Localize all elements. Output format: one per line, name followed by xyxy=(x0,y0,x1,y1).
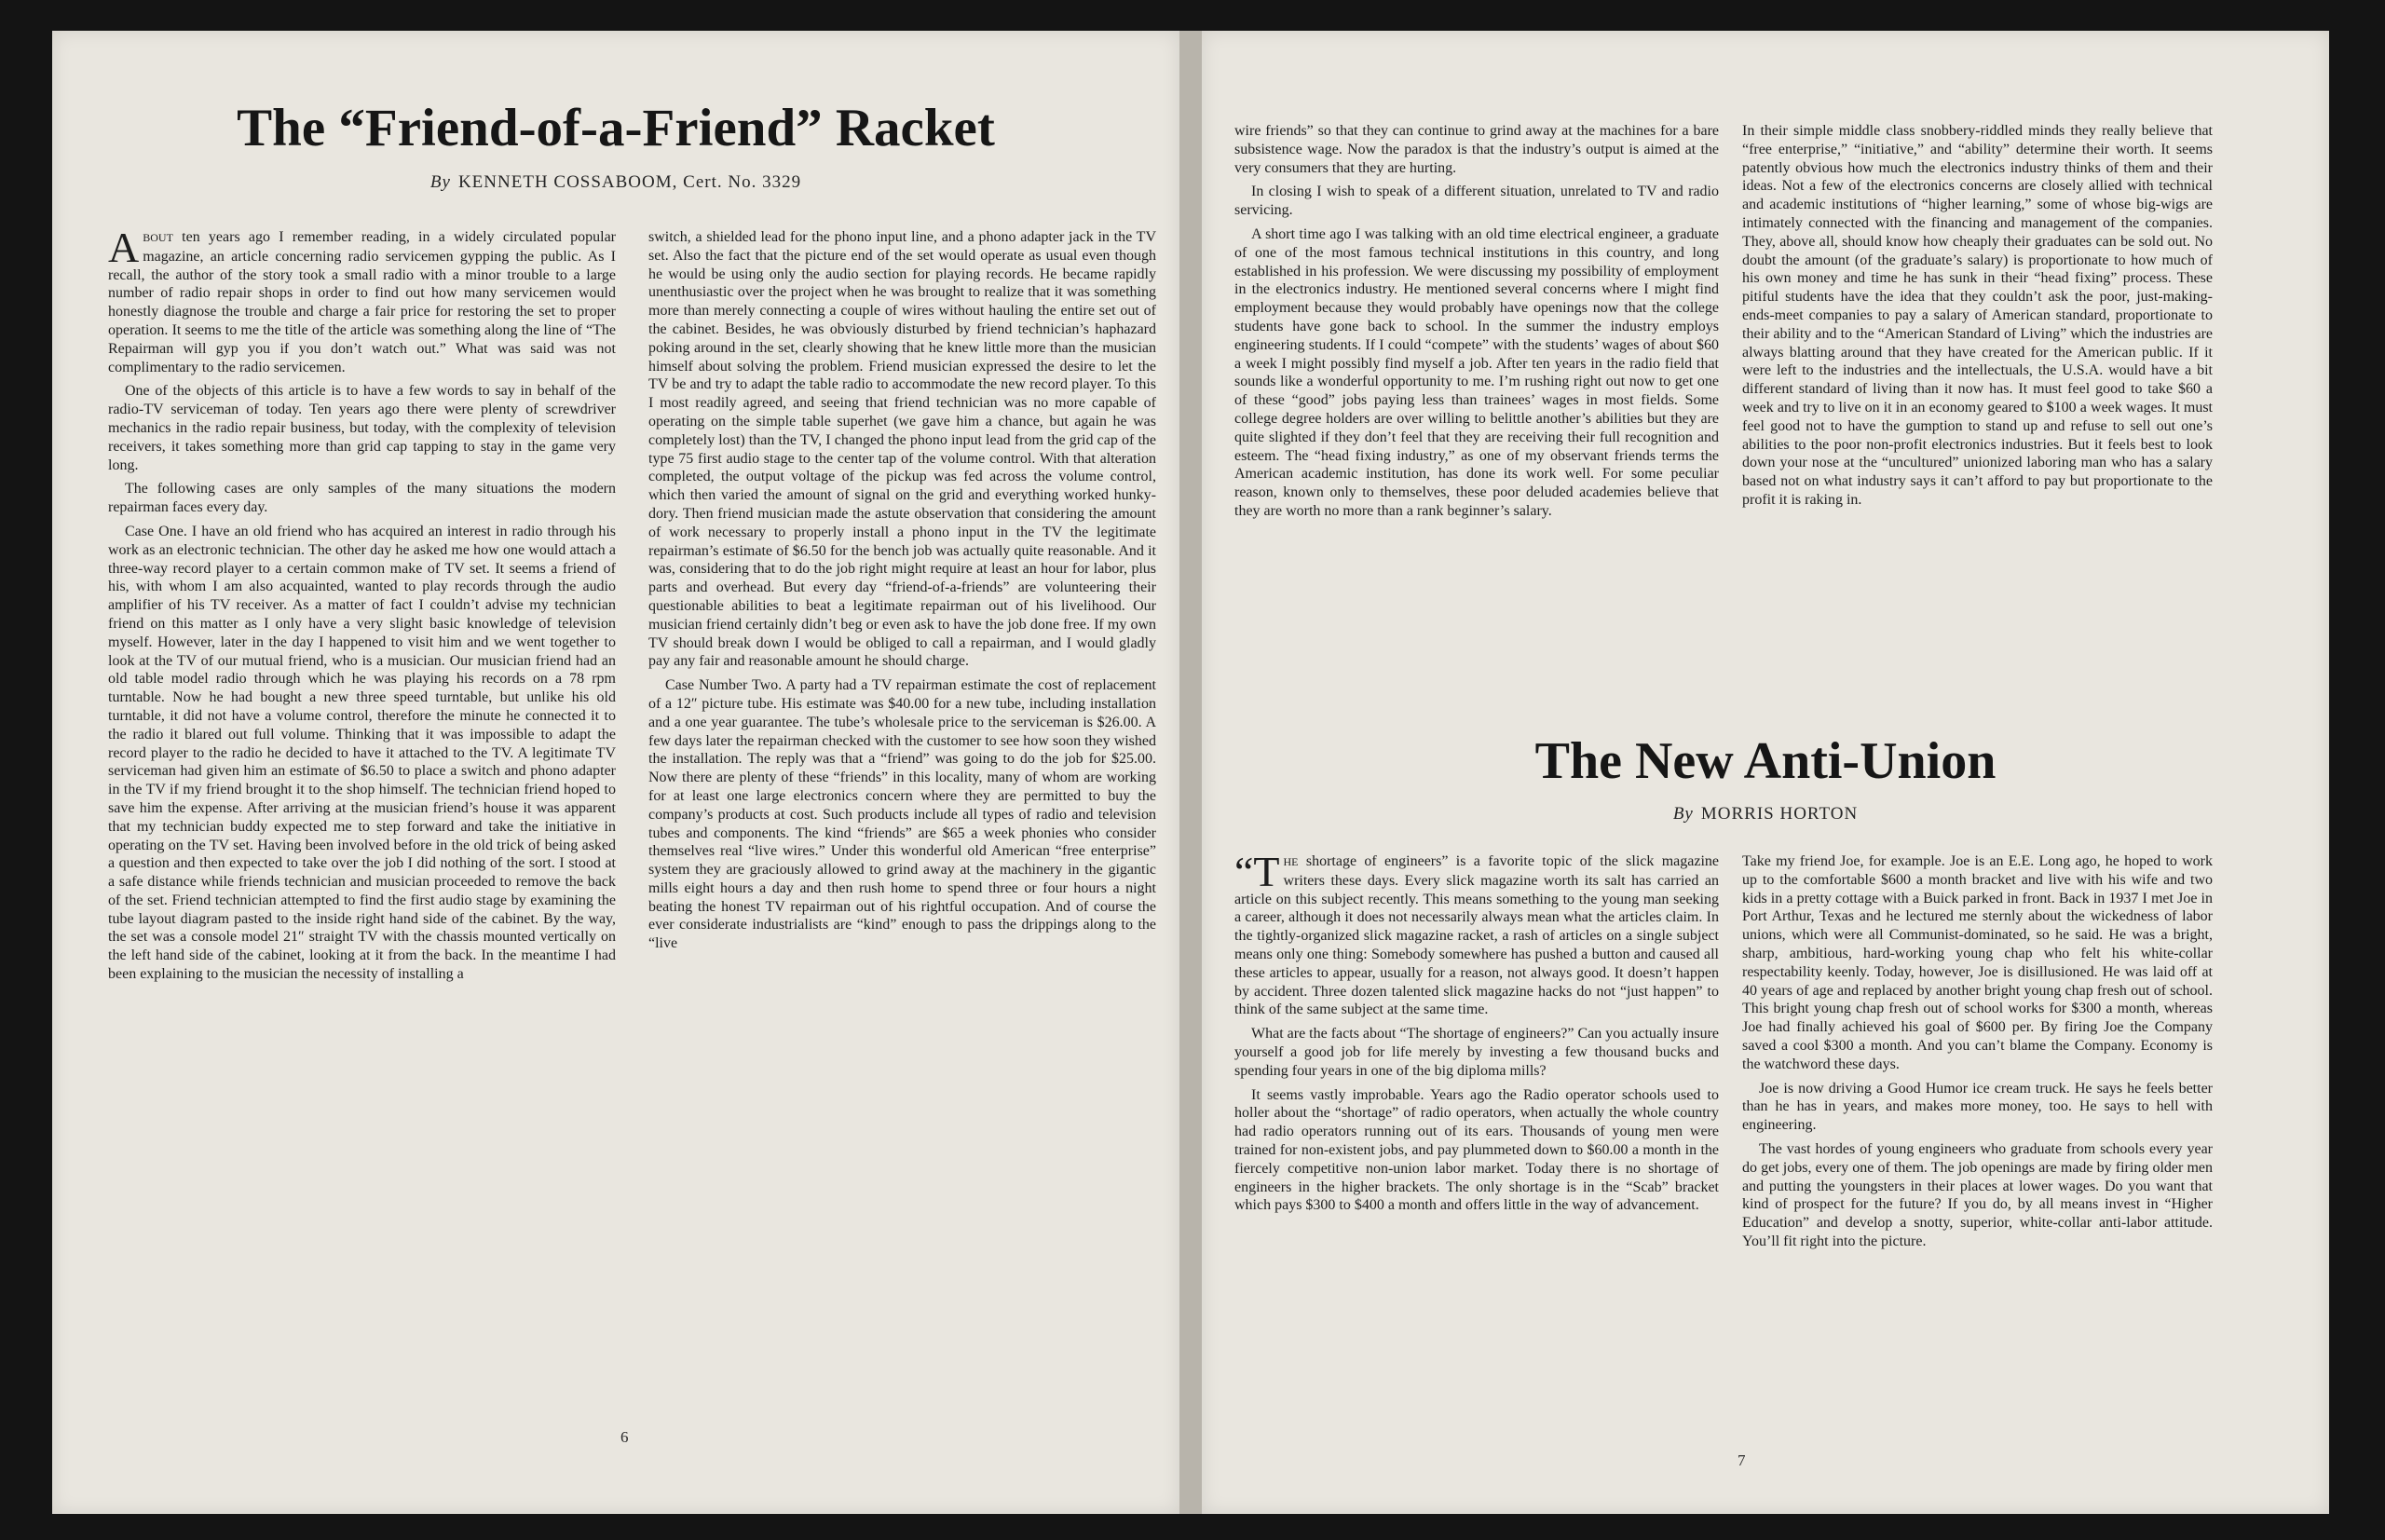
paragraph: The following cases are only samples of the many situations the modern repairman faces every day. xyxy=(108,481,616,516)
spread-gutter xyxy=(1179,31,1202,1514)
drop-cap: “T xyxy=(1234,852,1280,895)
paragraph-text: ten years ago I remember reading, in a widely circulated popular magazine, an article concerning radio servicemen gypping the public. As I recall, the author of the story took a small radio with a minor trouble to a large number of radio repair shops in order to find out how many servicemen would honestly diagnose the trouble and charge a fair price for restoring the set to proper operation. It seems to me the title of the article was something along the line of “The Repairman will gyp you if you don’t watch out.” What was said was not complimentary to the radio servicemen. xyxy=(108,229,616,375)
page-number: 6 xyxy=(620,1428,629,1446)
article-column-2 xyxy=(1742,852,2213,1449)
paragraph-text: shortage of engineers” is a favorite topic of the slick magazine writers these days. Every slick magazine worth its salt has carried an article on this subject recently. This means something to the young man seeking a career, although it does not necessarily always mean what the articles claim. In the tightly-organized slick magazine racket, a rash of articles on a single subject means only one thing: Somebody somewhere has pushed a button and caused all these articles to appear, usually for a reason, not always good. It doesn’t happen by accident. Three dozen talented slick magazine hacks do not “just happen” to think of the same subject at the same time. xyxy=(1234,853,1719,1018)
article-byline xyxy=(52,172,1179,193)
lede-word: BOUT xyxy=(143,231,173,244)
article-title: The New Anti-Union xyxy=(1534,732,1997,790)
paragraph: Joe is now driving a Good Humor ice cream truck. He says he feels better than he has in years, and makes more money, too. He says to hell with engineering. xyxy=(1742,1080,2213,1134)
paragraph: In closing I wish to speak of a different situation, unrelated to TV and radio servicing. xyxy=(1234,184,1719,219)
paragraph: One of the objects of this article is to have a few words to say in behalf of the radio-TV serviceman of today. Ten years ago there were plenty of screwdriver mechanics in the radio repair business, but today, with the complexity of television receivers, it takes something more than grid cap tapping to stay in the game very long. xyxy=(108,383,616,473)
byline-author: MORRIS HORTON xyxy=(1700,804,1859,824)
first-paragraph xyxy=(1234,852,1719,1019)
paragraph: Take my friend Joe, for example. Joe is an E.E. Long ago, he hoped to work up to the comfortable $600 a month bracket and live with his wife and two kids in a pretty cottage with a Buick parked in front. Back in 1937 I met Joe in Port Arthur, Texas and he lectured me sternly about the wickedness of labor unions, which were all Communist-dominated, so he said. He was a bright, sharp, ambitious, hard-working young chap who felt his white-collar respectability keenly. Today, however, Joe is disillusioned. He was laid off at 40 years of age and replaced by another bright young chap fresh out of school. This bright young chap fresh out of school works for $300 a month, whereas Joe had finally achieved his goal of $600 per. By firing Joe the Company saved a cool $300 a month. And you can’t blame the Company. Economy is the watchword these days. xyxy=(1742,853,2213,1072)
lede-word: HE xyxy=(1283,855,1299,868)
paragraph: Case Number Two. A party had a TV repairman estimate the cost of replacement of a 12″ picture tube. His estimate was $40.00 for a new tube, including installation and a one year guarantee. The tube’s wholesale price to the serviceman is $26.00. A few days later the repairman checked with the customer to see how soon they wished the installation. The reply was that a “friend” was going to do the job for $25.00. Now there are plenty of these “friends” in this locality, many of whom are working for at least one large electronics concern where they are permitted to buy the company’s products at cost. Such products include all types of radio and television tubes and components. The kind “friends” are $65 a week phonies who consider themselves real “live wires.” Under this wonderful old American “free enterprise” system they are graciously allowed to grind away at the machinery in the gigantic mills eight hours a day and then rush home to spend three or four hours a night beating the honest TV repairman out of his rightful occupation. And of course the ever considerate industrialists are “kind” enough to pass the drippings along to the “live xyxy=(648,677,1156,952)
paragraph: It seems vastly improbable. Years ago the Radio operator schools used to holler about the “shortage” of radio operators, when actually the whole country had radio operators running out of its ears. Thousands of young men were trained for non-existent jobs, and pay plummeted down to $60.00 a month in the fiercely competitive non-union labor market. Today there is no shortage of engineers in the higher brackets. The only shortage is in the “Scab” bracket which pays $300 to $400 a month and offers little in the way of advancement. xyxy=(1234,1086,1719,1214)
paragraph: Case One. I have an old friend who has acquired an interest in radio through his work as an electronic technician. The other day he asked me how one would attach a three-way record player to a certain common make of TV set. It seems a friend of his, with whom I am also acquainted, wanted to play records through the audio amplifier of his TV receiver. As a matter of fact I couldn’t advise my technician friend on this matter as I only have a very slight basic knowledge of television myself. However, later in the day I happened to visit him and we went together to look at the TV of our mutual friend, who is a musician. Our musician friend had an old table model radio through which he was playing his records on a 78 rpm turntable. Now he had bought a new three speed turntable, but unlike his old turntable, it did not have a volume control, therefore the minute he connected it to the radio it blared out full volume. Thinking that it was impossible to adapt the record player to the radio he decided to have it attached to the TV. A legitimate TV serviceman had given him an estimate of $6.50 to place a switch and phono adapter in the TV if my friend brought it to the shop himself. The technician friend hoped to save him the expense. After arriving at the musician friend’s house it was apparent that my technician buddy expected me to step forward and take the initiative in operating on the TV set. Having been involved before in the old trick of being asked a question and then expected to take over the job I did nothing of the sort. I stood at a safe distance while friends technician and musician proceeded to remove the back of the set. Friend technician attempted to find the first audio stage by examining the tube layout diagram pasted to the inside right hand side of the cabinet. By the way, the set was a console model 21″ straight TV with the chassis mounted vertically on the left hand side of the cabinet, looking at it from the back. In the meantime I had been explaining to the musician the necessity of installing a xyxy=(108,523,616,983)
paragraph: A short time ago I was talking with an old time electrical engineer, a graduate of one of the most famous technical institutions in this country, and long established in his profession. We were discussing my possibility of employment in the electronics industry. He mentioned several concerns where I might find employment because they would probably have openings now that the college students have gone back to school. In the summer the industry employs engineering students. If I could “compete” with the students’ wages of about $60 a week I might possibly find myself a job. After ten years in the radio field that sounds like a wonderful opportunity to me. I’m rushing right out now to get one of these “good” jobs paying less than trainees’ wages in most fields. Some college degree holders are over willing to belittle another’s abilities but they are quite slighted if they don’t feel that they are receiving their full recognition and esteem. The “head fixing industry,” as one of my observant friends terms the American academic institution, has done its work well. For some peculiar reason, known only to themselves, these poor deluded academies believe that they are worth no more than a rank beginner’s salary. xyxy=(1234,225,1719,519)
left-page xyxy=(52,31,1179,1514)
paragraph: The vast hordes of young engineers who graduate from schools every year do get jobs, every one of them. The job openings are made by firing older men and putting the youngsters in their places at lower wages. Do you want that kind of prospect for the future? If you do, by all means invest in “Higher Education” and develop a snotty, superior, white-collar anti-labor attitude. You’ll fit right into the picture. xyxy=(1742,1140,2213,1249)
article-column-2 xyxy=(648,228,1156,1458)
article-byline xyxy=(1202,804,2329,825)
article-column-2 xyxy=(1742,122,2213,718)
paragraph: switch, a shielded lead for the phono input line, and a phono adapter jack in the TV set. Also the fact that the picture end of the set would operate as usual even though he would be using only the audio section for playing records. He became rapidly unenthusiastic over the project when he was brought to realize that it was something more than merely connecting a couple of wires without hauling the entire set out of the cabinet. Besides, he was obviously disturbed by friend technician’s haphazard poking around in the set, clearly showing that he knew little more than the musician himself about solving the problem. Friend musician expressed the desire to let the TV be and try to adapt the table radio to accommodate the new record player. To this I most readily agreed, and seeing that friend technician was no more capable of operating on the simple table superhet (we gave him a chance, but again he was completely lost) than the TV, I changed the phono input lead from the grid cap of the type 75 first audio stage to the center tap of the volume control. With that alteration completed, the output voltage of the pickup was fed across the volume control, which then varied the amount of signal on the grid and everything worked hunky-dory. Then friend musician made the astute observation that considering the amount of work necessary to properly install a phono input in the TV the legitimate repairman’s estimate of $6.50 for the bench job was actually quite reasonable. And it was, considering that to do the job right might require at least an hour for labor, plus parts and overhead. But every day “friend-of-a-friends” are volunteering their questionable abilities to beat a legitimate repairman out of his livelihood. Our musician friend certainly didn’t beg or even ask to have the job done free. If my own TV should break down I would be obliged to call a repairman, and I would gladly pay any fair and reasonable amount he should charge. xyxy=(648,229,1156,670)
article-column-1 xyxy=(108,228,616,1458)
right-page xyxy=(1202,31,2329,1514)
article-title: The “Friend-of-a-Friend” Racket xyxy=(237,99,995,157)
article-column-1 xyxy=(1234,122,1719,718)
page-number: 7 xyxy=(1738,1451,1746,1469)
byline-prefix: By xyxy=(429,172,451,192)
paragraph: What are the facts about “The shortage of engineers?” Can you actually insure yourself a good job for life merely by investing a few thousand bucks and spending four years in one of the big diploma mills? xyxy=(1234,1026,1719,1079)
byline-author: KENNETH COSSABOOM, Cert. No. 3329 xyxy=(457,172,802,192)
byline-prefix: By xyxy=(1672,804,1694,824)
paragraph: In their simple middle class snobbery-riddled minds they really believe that “free enterprise,” “initiative,” and “ability” determine their worth. It seems patently obvious how much the electronics industry thinks of them and their ideas. Not a few of the electronics concerns are closely allied with technical and academic institutions of “higher learning,” some of whose big-wigs are intimately connected with the financing and management of the companies. They, above all, should know how cheaply their graduates can be sold out. No doubt the amount (of the graduate’s salary) is proportionate to how much of his own money and time he has sunk in their “head fixing” process. These pitiful students have the idea that they couldn’t ask the poor, just-making-ends-meet companies to pay a salary of American standard, proportionate to their ability and to the “American Standard of Living” which the industries are always blatting around that they have created for the American public. If it were left to the industries and the intellectuals, the U.S.A. would have a bit different standard of living than it now has. It must feel good to take $60 a week and try to live on it in an economy geared to $100 a week wages. It must feel good not to have the gumption to stand up and refuse to sell out one’s abilities to the poor non-profit electronics industries. But it feels best to look down your nose at the “uncultured” unionized laboring man who has a salary based not on what industry says it can’t afford to pay but proportionate to the profit it is raking in. xyxy=(1742,123,2213,508)
first-paragraph xyxy=(108,228,616,376)
paragraph: wire friends” so that they can continue to grind away at the machines for a bare subsistence wage. Now the paradox is that the industry’s output is aimed at the very consumers that they are hurting. xyxy=(1234,123,1719,176)
article-column-1 xyxy=(1234,852,1719,1449)
drop-cap: A xyxy=(108,228,140,271)
